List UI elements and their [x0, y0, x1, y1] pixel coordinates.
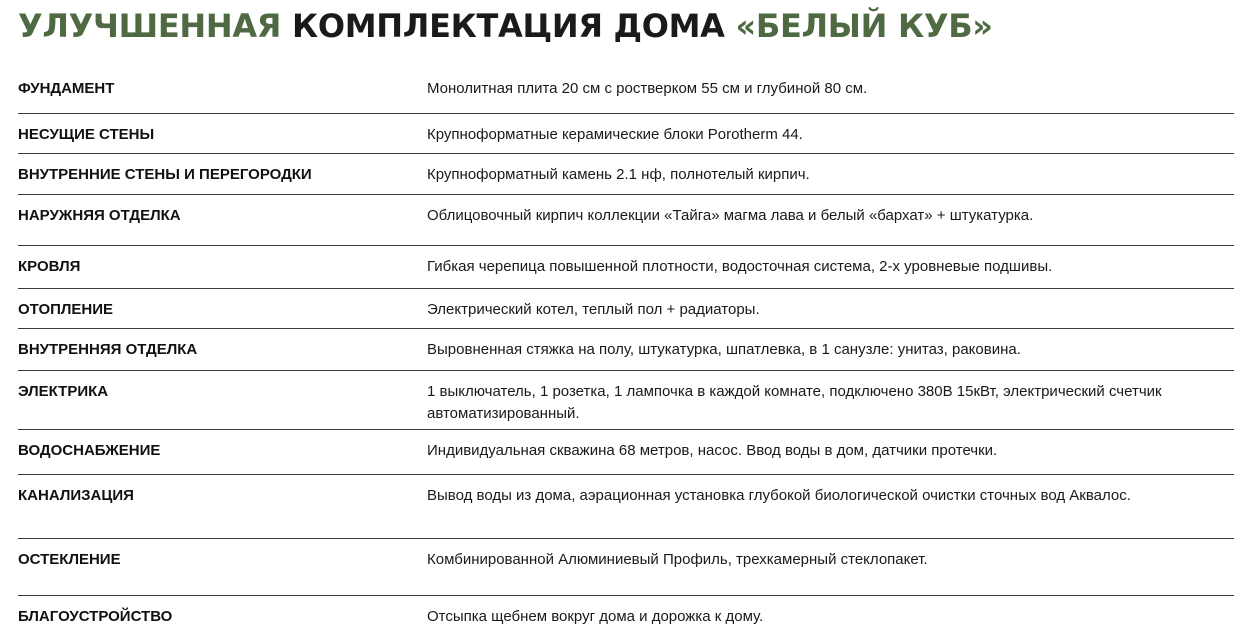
spec-label: ВНУТРЕННИЕ СТЕНЫ И ПЕРЕГОРОДКИ — [18, 166, 312, 183]
spec-row-heating — [18, 288, 1234, 328]
spec-label: ФУНДАМЕНТ — [18, 80, 115, 97]
spec-row-interior-finish — [18, 328, 1234, 370]
spec-row-roof — [18, 245, 1234, 288]
title-part-house-configuration: КОМПЛЕКТАЦИЯ ДОМА — [292, 7, 725, 45]
title-part-house-name: «БЕЛЫЙ КУБ» — [735, 7, 993, 45]
spec-value: Крупноформатный камень 2.1 нф, полнотелый кирпич. — [427, 166, 810, 183]
spec-row-exterior-finish — [18, 194, 1234, 245]
spec-value: Отсыпка щебнем вокруг дома и дорожка к дому. — [427, 608, 764, 625]
spec-label: НЕСУЩИЕ СТЕНЫ — [18, 126, 155, 143]
spec-value: Монолитная плита 20 см с ростверком 55 см и глубиной 80 см. — [427, 80, 868, 97]
spec-value: Вывод воды из дома, аэрационная установка глубокой биологической очистки сточных вод Аквалос. — [427, 487, 1131, 504]
spec-row-bearing-walls — [18, 113, 1234, 153]
spec-label: ВОДОСНАБЖЕНИЕ — [18, 442, 161, 459]
spec-value: Выровненная стяжка на полу, штукатурка, шпатлевка, в 1 санузле: унитаз, раковина. — [427, 341, 1021, 358]
spec-row-landscaping — [18, 595, 1234, 631]
spec-value: Индивидуальная скважина 68 метров, насос. Ввод воды в дом, датчики протечки. — [427, 442, 998, 459]
spec-value: Гибкая черепица повышенной плотности, водосточная система, 2-х уровневые подшивы. — [427, 258, 1053, 275]
spec-label: ОСТЕКЛЕНИЕ — [18, 551, 121, 568]
spec-value: Облицовочный кирпич коллекции «Тайга» магма лава и белый «бархат» + штукатурка. — [427, 207, 1034, 224]
spec-label: КАНАЛИЗАЦИЯ — [18, 487, 134, 504]
spec-label: ВНУТРЕННЯЯ ОТДЕЛКА — [18, 341, 198, 358]
specification-table — [18, 68, 1234, 631]
spec-label: ОТОПЛЕНИЕ — [18, 301, 114, 318]
spec-row-sewerage — [18, 474, 1234, 538]
spec-value: Комбинированной Алюминиевый Профиль, трехкамерный стеклопакет. — [427, 551, 928, 568]
spec-value: 1 выключатель, 1 розетка, 1 лампочка в каждой комнате, подключено 380В 15кВт, электрический счетчик автоматизированный. — [427, 383, 1162, 422]
spec-row-foundation — [18, 68, 1234, 113]
spec-value: Электрический котел, теплый пол + радиаторы. — [427, 301, 760, 318]
spec-row-water-supply — [18, 429, 1234, 474]
spec-label: ЭЛЕКТРИКА — [18, 383, 109, 400]
page-title — [18, 2, 993, 50]
spec-label: КРОВЛЯ — [18, 258, 81, 275]
spec-row-internal-walls — [18, 153, 1234, 194]
spec-row-glazing — [18, 538, 1234, 595]
spec-label: НАРУЖНЯЯ ОТДЕЛКА — [18, 207, 181, 224]
spec-label: БЛАГОУСТРОЙСТВО — [18, 608, 173, 625]
spec-row-electrics — [18, 370, 1234, 429]
spec-value: Крупноформатные керамические блоки Porotherm 44. — [427, 126, 803, 143]
title-part-improved: УЛУЧШЕННАЯ — [18, 7, 282, 45]
